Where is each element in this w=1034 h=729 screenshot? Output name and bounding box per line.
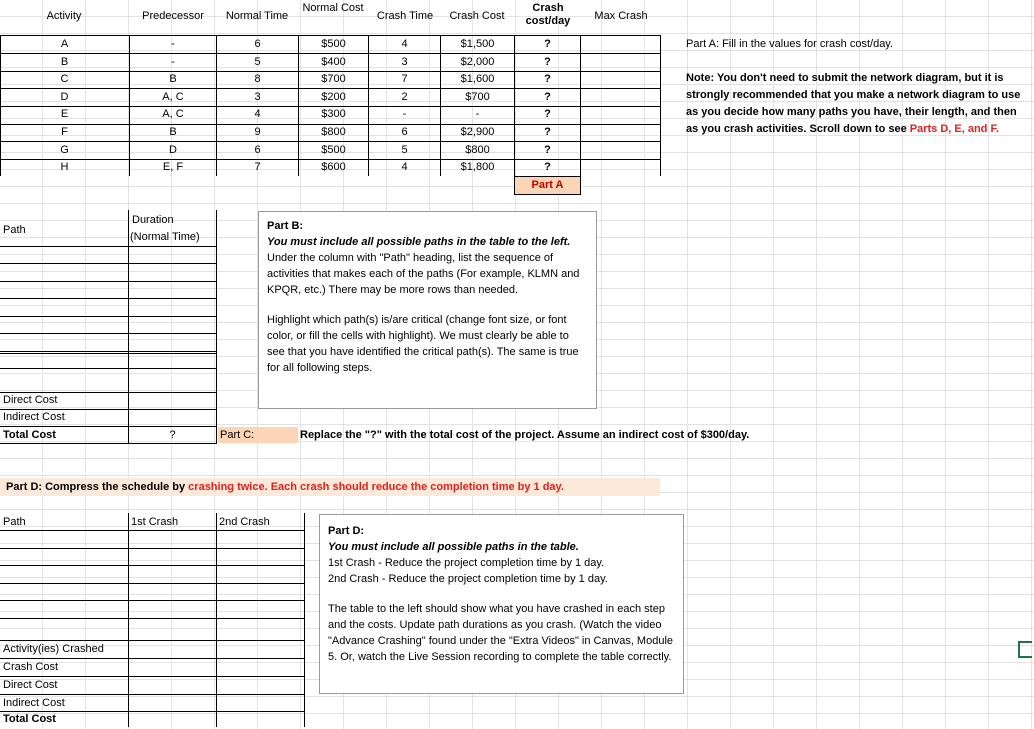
- activity-row-crash-cost[interactable]: $800: [465, 143, 490, 156]
- part-d-line2: 2nd Crash - Reduce the project completion time by 1 day.: [328, 573, 608, 585]
- activity-row-crash-time[interactable]: 7: [401, 73, 408, 86]
- activity-row-normal-time[interactable]: 7: [254, 161, 261, 174]
- part-d-box: [319, 514, 684, 694]
- first-crash-header[interactable]: 1st Crash: [131, 516, 179, 528]
- crash-cost-label: Crash Cost: [3, 661, 59, 673]
- activity-row-crash-cost[interactable]: $1,800: [460, 161, 495, 174]
- part-b-text2: Highlight which path(s) is/are critical (change font size, or font color, or fill the cells with highlight). We must clearly be able to see that you have identified the critical path(s). The same is true for all following steps.: [267, 314, 579, 374]
- activity-row-predecessor[interactable]: E, F: [162, 161, 184, 174]
- crash-path-header[interactable]: Path: [3, 516, 26, 528]
- activity-row-crash-cost-day[interactable]: ?: [544, 161, 551, 174]
- active-cell-selection[interactable]: [1018, 641, 1032, 658]
- activity-row-normal-time[interactable]: 8: [254, 73, 261, 86]
- activity-row-crash-time[interactable]: -: [402, 108, 407, 121]
- activity-row-crash-cost[interactable]: $2,900: [460, 126, 495, 138]
- activity-row-crash-cost-day[interactable]: ?: [544, 108, 551, 121]
- activity-row-crash-time[interactable]: 5: [401, 143, 408, 156]
- header-crash-cost-day[interactable]: Crash cost/day: [525, 2, 571, 27]
- activity-row-crash-time[interactable]: 4: [401, 38, 408, 50]
- activity-row-crash-cost-day[interactable]: ?: [544, 73, 551, 86]
- activity-row-normal-cost[interactable]: $800: [321, 126, 346, 138]
- activity-row-predecessor[interactable]: -: [171, 55, 175, 68]
- header-predecessor[interactable]: Predecessor: [142, 10, 204, 22]
- part-b-italic: You must include all possible paths in the table to the left.: [267, 236, 571, 248]
- activity-row-normal-cost[interactable]: $300: [321, 108, 346, 121]
- part-a-label: Part A: [515, 177, 580, 194]
- activities-crashed-label: Activity(ies) Crashed: [3, 643, 104, 655]
- crash-total-cost-label: Total Cost: [3, 713, 56, 725]
- part-d-italic: You must include all possible paths in the table.: [328, 541, 579, 553]
- activity-row-predecessor[interactable]: A, C: [162, 108, 184, 121]
- activity-row-activity[interactable]: G: [60, 143, 69, 156]
- activity-row-normal-time[interactable]: 6: [254, 143, 261, 156]
- header-max-crash[interactable]: Max Crash: [594, 10, 648, 22]
- activity-row-crash-time[interactable]: 6: [401, 126, 408, 138]
- duration-header-line2[interactable]: (Normal Time): [130, 231, 200, 243]
- activity-row-normal-cost[interactable]: $700: [321, 73, 346, 86]
- activity-row-normal-time[interactable]: 5: [254, 55, 261, 68]
- activity-row-crash-cost[interactable]: $2,000: [460, 55, 495, 68]
- header-crash-cost[interactable]: Crash Cost: [449, 10, 505, 22]
- part-b-text1: Under the column with "Path" heading, list the sequence of activities that makes each of the paths (For example, KLMN and KPQR, etc.) There may be more rows than needed.: [267, 252, 580, 296]
- part-d-banner-red: crashing twice. Each crash should reduce the completion time by 1 day.: [188, 481, 564, 493]
- indirect-cost-label: Indirect Cost: [3, 411, 65, 423]
- activity-row-predecessor[interactable]: B: [169, 126, 177, 138]
- direct-cost-label: Direct Cost: [3, 394, 58, 406]
- activity-row-normal-time[interactable]: 4: [254, 108, 261, 121]
- part-d-banner-prefix: Part D: Compress the schedule by: [6, 481, 186, 493]
- activity-row-activity[interactable]: H: [60, 161, 69, 174]
- activity-row-crash-time[interactable]: 4: [401, 161, 408, 174]
- network-note: [686, 70, 1031, 138]
- activity-row-crash-cost-day[interactable]: ?: [544, 126, 551, 138]
- header-normal-cost[interactable]: Normal Cost: [302, 2, 364, 14]
- total-cost-value[interactable]: ?: [169, 429, 176, 441]
- activity-row-normal-cost[interactable]: $200: [321, 90, 346, 103]
- activity-row-activity[interactable]: B: [60, 55, 69, 68]
- part-b-title: Part B:: [267, 220, 304, 232]
- activity-row-crash-cost[interactable]: -: [475, 108, 480, 121]
- total-cost-label: Total Cost: [3, 429, 56, 441]
- activity-row-predecessor[interactable]: D: [169, 143, 177, 156]
- part-c-text: Replace the "?" with the total cost of the project. Assume an indirect cost of $300/day.: [300, 429, 750, 441]
- activity-row-activity[interactable]: C: [60, 73, 69, 86]
- activity-row-normal-cost[interactable]: $600: [321, 161, 346, 174]
- activity-row-activity[interactable]: A: [60, 38, 69, 50]
- activity-row-crash-cost[interactable]: $1,600: [460, 73, 495, 86]
- path-header[interactable]: Path: [3, 224, 26, 236]
- activity-row-activity[interactable]: E: [60, 108, 69, 121]
- part-d-line1: 1st Crash - Reduce the project completion time by 1 day.: [328, 557, 605, 569]
- header-normal-time[interactable]: Normal Time: [225, 10, 289, 22]
- duration-header-line1[interactable]: Duration: [132, 214, 174, 226]
- activity-row-crash-cost-day[interactable]: ?: [544, 38, 551, 50]
- activity-row-crash-cost[interactable]: $700: [465, 90, 490, 103]
- activity-row-crash-cost-day[interactable]: ?: [544, 143, 551, 156]
- activity-row-normal-time[interactable]: 3: [254, 90, 261, 103]
- activity-row-predecessor[interactable]: A, C: [162, 90, 184, 103]
- activity-row-activity[interactable]: D: [60, 90, 69, 103]
- part-d-title: Part D:: [328, 525, 365, 537]
- activity-row-predecessor[interactable]: -: [171, 38, 175, 50]
- network-note-red: Parts D, E, and F.: [909, 123, 1000, 135]
- activity-row-normal-cost[interactable]: $500: [321, 38, 346, 50]
- activity-row-crash-time[interactable]: 2: [401, 90, 408, 103]
- crash-direct-cost-label: Direct Cost: [3, 679, 58, 691]
- part-d-text: The table to the left should show what you have crashed in each step and the costs. Update path durations as you crash. (Watch the video "Advance Crashing" found under the "Extra Videos" in Canvas, Module 5. Or, watch the Live Session recording to complete the table correctly.: [328, 603, 674, 663]
- part-c-label: Part C:: [218, 427, 298, 443]
- part-a-note: Part A: Fill in the values for crash cost/day.: [686, 38, 894, 50]
- activity-row-crash-cost[interactable]: $1,500: [460, 38, 495, 50]
- crash-indirect-cost-label: Indirect Cost: [3, 697, 65, 709]
- activity-row-normal-time[interactable]: 9: [254, 126, 261, 138]
- activity-row-normal-cost[interactable]: $400: [321, 55, 346, 68]
- activity-row-normal-time[interactable]: 6: [254, 38, 261, 50]
- activity-row-crash-cost-day[interactable]: ?: [544, 55, 551, 68]
- second-crash-header[interactable]: 2nd Crash: [219, 516, 270, 528]
- activity-row-crash-time[interactable]: 3: [401, 55, 408, 68]
- part-b-box: [258, 211, 597, 409]
- activity-row-predecessor[interactable]: B: [169, 73, 177, 86]
- activity-row-crash-cost-day[interactable]: ?: [544, 90, 551, 103]
- header-activity[interactable]: Activity: [46, 10, 82, 22]
- part-d-banner: [0, 478, 660, 496]
- activity-row-normal-cost[interactable]: $500: [321, 143, 346, 156]
- header-crash-time[interactable]: Crash Time: [376, 10, 434, 22]
- activity-row-activity[interactable]: F: [61, 126, 68, 138]
- network-note-text: Note: You don't need to submit the network diagram, but it is strongly recommended that you make a network diagram to use as you decide how many paths you have, their length, and then as you crash activities. Scroll down to see: [686, 72, 1021, 135]
